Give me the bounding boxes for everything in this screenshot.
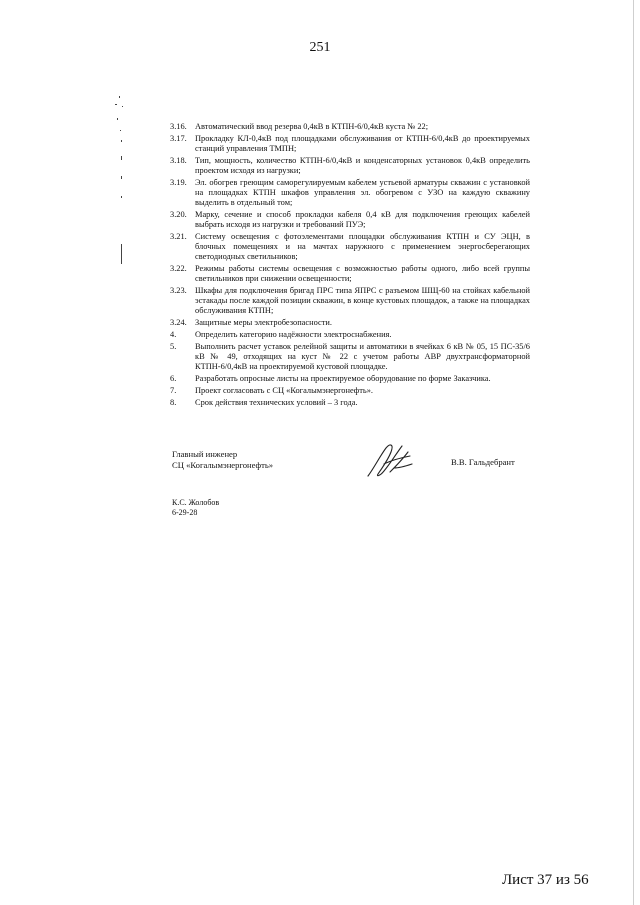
sheet-label: Лист 37 из 56 <box>502 872 589 888</box>
item-number: 5. <box>170 342 177 351</box>
item-number: 8. <box>170 398 177 407</box>
handwritten-signature <box>364 438 416 482</box>
signatory-name: В.В. Гальдебрант <box>451 457 515 467</box>
signatory-organization: СЦ «Когалымэнергонефть» <box>172 460 274 470</box>
item-text: Проект согласовать с СЦ «Когалымэнергонефть». <box>195 386 373 395</box>
item-text: Защитные меры электробезопасности. <box>195 318 332 327</box>
list-item <box>170 122 530 132</box>
item-number: 3.18. <box>170 156 187 165</box>
item-number: 6. <box>170 374 177 383</box>
list-item <box>170 318 530 328</box>
item-number: 3.21. <box>170 232 187 241</box>
item-number: 3.20. <box>170 210 187 219</box>
list-item <box>170 330 530 340</box>
page-number: 251 <box>309 40 331 55</box>
author-phone: 6-29-28 <box>172 508 198 517</box>
list-item <box>170 386 530 396</box>
item-text: Режимы работы системы освещения с возможностью работы одного, либо всей группы светильников при снижении освещенности; <box>195 264 530 283</box>
item-text: Автоматический ввод резерва 0,4кВ в КТПН-6/0,4кВ куста № 22; <box>195 122 429 131</box>
list-item <box>170 156 530 176</box>
item-number: 3.17. <box>170 134 187 143</box>
item-number: 3.23. <box>170 286 187 295</box>
list-item <box>170 232 530 262</box>
conditions-list <box>170 122 530 410</box>
item-text: Марку, сечение и способ прокладки кабеля 0,4 кВ для подключения греющих кабелей выбрать исходя из нагрузки и требований ПУЭ; <box>195 210 530 229</box>
list-item <box>170 374 530 384</box>
list-item <box>170 178 530 208</box>
list-item <box>170 210 530 230</box>
item-number: 3.24. <box>170 318 187 327</box>
author-block <box>172 498 219 518</box>
scan-specks <box>113 96 125 266</box>
item-text: Выполнить расчет уставок релейной защиты и автоматики в ячейках 6 кВ № 05, 15 ПС-35/6 кВ № 49, отходящих на куст № 22 с учетом работы АВР двухтрансформаторной КТПН-6/0,4кВ на проектируемой кустовой площадке. <box>195 342 530 371</box>
scan-edge <box>633 0 634 905</box>
item-number: 3.16. <box>170 122 187 131</box>
list-item <box>170 134 530 154</box>
signatory-position <box>172 449 273 471</box>
item-text: Прокладку КЛ-0,4кВ под площадками обслуживания от КТПН-6/0,4кВ до проектируемых станций управления ТМПН; <box>195 134 530 153</box>
item-number: 3.19. <box>170 178 187 187</box>
item-text: Определить категорию надёжности электроснабжения. <box>195 330 392 339</box>
list-item <box>170 264 530 284</box>
item-text: Шкафы для подключения бригад ПРС типа ЯПРС с разъемом ШЩ-60 на стойках кабельной эстакады после каждой позиции скважин, в конце кустовых площадок, а также на площадках обслуживания КТПН; <box>195 286 530 315</box>
list-item <box>170 342 530 372</box>
item-number: 3.22. <box>170 264 187 273</box>
item-text: Разработать опросные листы на проектируемое оборудование по форме Заказчика. <box>195 374 491 383</box>
list-item <box>170 286 530 316</box>
author-name: К.С. Жолобов <box>172 498 220 507</box>
item-number: 7. <box>170 386 177 395</box>
item-text: Систему освещения с фотоэлементами площадки обслуживания КТПН и СУ ЭЦН, в блочных помещениях и на мачтах наружного с применением энергосберегающих светодиодных светильников; <box>195 232 530 261</box>
item-text: Срок действия технических условий – 3 года. <box>195 398 358 407</box>
item-text: Эл. обогрев греющим саморегулируемым кабелем устьевой арматуры скважин с установкой на площадках КТПН шкафов управления эл. обогревом с УЗО на каждую скважину выделить в отдельный том; <box>195 178 530 207</box>
item-text: Тип, мощность, количество КТПН-6/0,4кВ и конденсаторных установок 0,4кВ определить проектом исходя из нагрузки; <box>195 156 530 175</box>
item-number: 4. <box>170 330 177 339</box>
signatory-title: Главный инженер <box>172 449 238 459</box>
list-item <box>170 398 530 408</box>
